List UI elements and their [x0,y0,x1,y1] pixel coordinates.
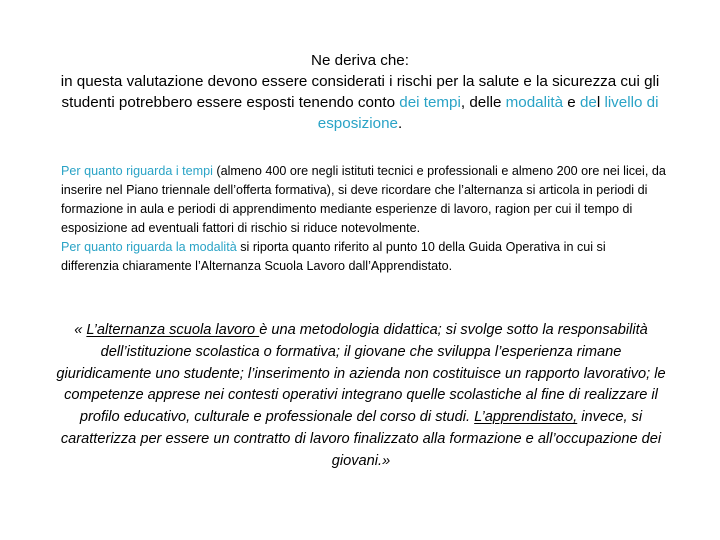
body-paragraphs [61,162,667,276]
paragraph-modalita [61,238,667,276]
paragraph-modalita-text: si riporta quanto riferito al punto 10 della Guida Operativa in cui si differenzia chiaramente l’Alternanza Scuola Lavoro dall’Apprendistato. [61,240,606,273]
highlight-livello: livello di esposizione [317,94,659,132]
paragraph-tempi [61,162,667,238]
quote-term-apprendistato: L’apprendistato, [474,409,578,426]
quote-open: « [74,322,87,338]
quote-term-alternanza: L’alternanza scuola lavoro [86,322,260,338]
intro-text-sep-2: e [563,94,580,111]
paragraph-tempi-heading: Per quanto riguarda i tempi [61,164,213,178]
quote-text-alternanza: è una metodologia didattica; si svolge sotto la responsabilità dell’istituzione scolastica o formativa; il giovane che sviluppa l’esperienza rimane giuridicamente uno studente; l’inserimento in azienda non costituisce un rapporto lavorativo; le competenze apprese nei contesti operativi integrano quelle scolastiche al fine di realizzare il profilo educativo, culturale e professionale del corso di studi. [56,322,666,426]
highlight-de: de [579,94,597,111]
quote-text-apprendistato: invece, si caratterizza per essere un contratto di lavoro finalizzato alla formazione e all’occupazione dei giovani. [60,409,662,469]
intro-paragraph [40,50,680,134]
intro-period: . [397,115,403,132]
guide-quote [52,320,670,473]
intro-text: in questa valutazione devono essere considerati i rischi per la salute e la sicurezza cui gli studenti potrebbero essere esposti tenendo conto [60,73,660,111]
highlight-modalita: modalità [505,94,564,111]
intro-body [40,71,680,134]
intro-text-l: l [596,94,601,111]
paragraph-tempi-text: (almeno 400 ore negli istituti tecnici e professionali e almeno 200 ore nei licei, da inserire nel Piano triennale dell’offerta formativa), si deve ricordare che l’alternanza si articola in periodi di formazione in aula e periodi di apprendimento mediante esperienze di lavoro, ragion per cui il tempo di esposizione ad eventuali fattori di rischio si riduce notevolmente. [61,164,666,235]
quote-close: » [382,452,391,469]
intro-heading: Ne deriva che: [311,52,409,69]
paragraph-modalita-heading: Per quanto riguarda la modalità [61,240,237,254]
intro-text-sep-1: , delle [460,94,506,111]
highlight-tempi: dei tempi [399,94,461,111]
